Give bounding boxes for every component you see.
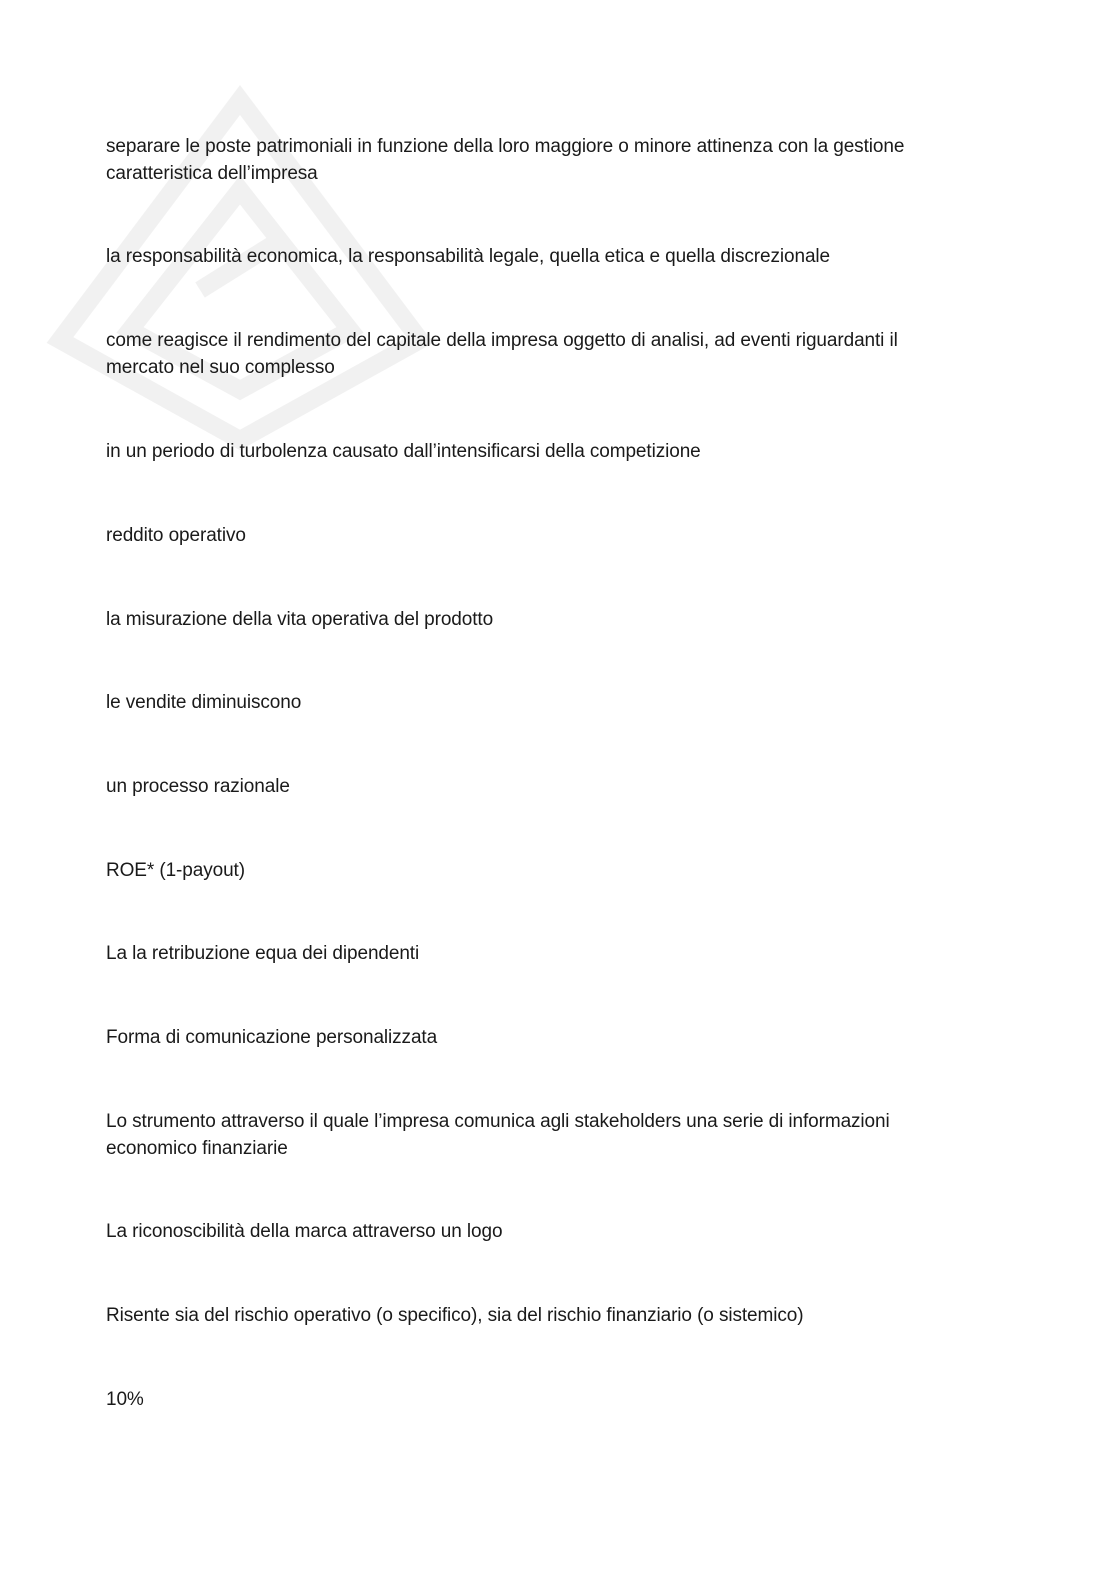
answer-text: La riconoscibilità della marca attraverso un logo — [106, 1221, 503, 1242]
answer-text: 10% — [106, 1389, 144, 1410]
answer-text: reddito operativo — [106, 525, 246, 546]
answer-text: Forma di comunicazione personalizzata — [106, 1027, 438, 1048]
answer-text: Lo strumento attraverso il quale l’impresa comunica agli stakeholders una serie di informazioni economico finanziarie — [106, 1111, 890, 1159]
answer-text: la misurazione della vita operativa del prodotto — [106, 609, 494, 630]
answer-text: le vendite diminuiscono — [106, 692, 302, 713]
answer-text: ROE* (1-payout) — [106, 860, 245, 881]
answer-text: La la retribuzione equa dei dipendenti — [106, 943, 420, 964]
answer-text: separare le poste patrimoniali in funzione della loro maggiore o minore attinenza con la gestione caratteristica dell’impresa — [106, 136, 905, 184]
answer-text: Risente sia del rischio operativo (o specifico), sia del rischio finanziario (o sistemico) — [106, 1305, 804, 1326]
answer-text: come reagisce il rendimento del capitale della impresa oggetto di analisi, ad eventi riguardanti il mercato nel suo complesso — [106, 330, 898, 378]
answer-text: in un periodo di turbolenza causato dall’intensificarsi della competizione — [106, 441, 701, 462]
answer-text: un processo razionale — [106, 776, 290, 797]
answer-text: la responsabilità economica, la responsabilità legale, quella etica e quella discrezionale — [106, 246, 831, 267]
